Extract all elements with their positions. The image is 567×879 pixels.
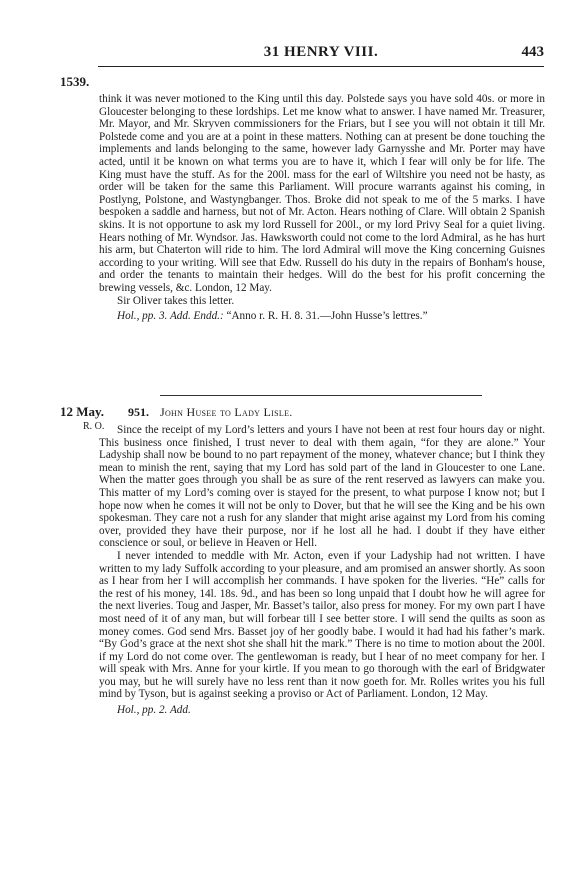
entry-note-text: Hol., pp. 2. Add. — [117, 704, 191, 717]
note-text: “Anno r. R. H. 8. 31.—John Husse’s lettres.” — [226, 310, 428, 323]
note-label: Hol., pp. 3. Add. Endd.: — [117, 310, 224, 323]
entry-number: 951. — [128, 405, 149, 419]
running-title: 31 HENRY VIII. — [263, 44, 379, 60]
previous-entry-note — [99, 310, 545, 323]
postscript: Sir Oliver takes this letter. — [117, 294, 235, 307]
entry-heading — [128, 405, 293, 420]
margin-year: 1539. — [60, 74, 90, 89]
entry-body — [99, 424, 545, 717]
previous-entry — [99, 93, 545, 323]
entry-separator — [160, 395, 482, 396]
paragraph-2: I never intended to meddle with Mr. Acton, even if your Ladyship had not written. I have written to my lady Suffolk according to your pleasure, and am promised an answer shortly. As soon as I hear from her I will accomplish her commands. I have spoken for the liveries. “He” calls for the rest of his money, 14l. 18s. 9d., and has been so long unpaid that I doubt how he will agree for the next liveries. Toug and Jasper, Mr. Basset’s tailor, also press for money. For my own part I have most need of it of any man, but will forbear till I see better store. I will send the quilts as soon as money comes. God send Mrs. Basset joy of her goodly babe. I would it had had his father’s mark. “By God’s grace at the next shot she shall hit the mark.” There is no time to motion about the 200l. if my Lord do not come over. The gentlewoman is ready, but I hear of no meet company for her. I will speak with Mrs. Anne for your kirtle. If you mean to go thorough with the earl of Bridgwater you may, but he will surely have no less rent than it now goeth for. Mr. Rolles writes you his full mind by Tyson, but is against seeking a proviso or Act of Parliament. London, 12 May. — [99, 549, 545, 701]
previous-entry-text: think it was never motioned to the King until this day. Polstede says you have sold 40s. or more in Gloucester belonging to these lordships. Let me know what to answer. I have named Mr. Treasurer, Mr. Mayor, and Mr. Skryven commissioners for the Friars, but I see you will not obtain it till Mr. Polstede come and you are at a point in these matters. Nothing can at present be done touching the implements and lands belonging to the same, however lady Garnysshe and Mr. Porter may have acted, until it be known on what terms you are to have it, which I fear will only be for life. The King must have the stuff. As for the 200l. mass for the earl of Wiltshire you need not be hasty, as order will be taken for the same this Parliament. Will procure warrants against his coming, in Postlyng, Polstone, and Wastyngbanger. Thos. Broke did not speak to me of the 5 marks. I have bespoken a saddle and harness, but not of Mr. Acton. Hears nothing of Clare. Will obtain 2 Spanish skins. It is not opportune to ask my lord Russell for 200l., or my lord Privy Seal for a quiet living. Hears nothing of Mr. Wyndsor. Jas. Hawksworth could not come to the lord Admiral, as he has hurt his arm, but Chaterton will ride to him. The lord Admiral will move the King concerning Guisnes according to your writing. Will see that Edw. Russell do his duty in the repairs of Bonham's house, and order the tenants to maintain their hedges. Will do the best for his profit concerning the brewing vessels, &c. London, 12 May. — [99, 93, 545, 294]
page-number: 443 — [521, 44, 544, 60]
entry-note — [99, 704, 545, 717]
header-rule — [98, 66, 544, 67]
running-header — [98, 44, 544, 64]
margin-date: 12 May. — [60, 404, 105, 419]
margin-ref: R. O. — [83, 421, 105, 432]
paragraph-1: Since the receipt of my Lord’s letters and yours I have not been at rest four hours day or night. This business once finished, I trust never to deal with them again, “for they are alone.” Your Ladyship shall now be bound to no part repayment of the money, whatever chance; but I think they mean to minish the rent, saying that my Lord has sold part of the land in Gloucester to one Lane. When the matter goes through you shall be as sure of the rent reserved as lawyers can make you. This matter of my Lord’s coming over is stayed for the present, to what purpose I know not; but I hope now when he comes it will not be only to Dover, but that he will see the King and be his own spokesman. They care not a rush for any slander that might arise against my Lord from his coming over, provided they have their purpose, nor if he lost all he had. I doubt if they have either conscience or soul, or believe in Heaven or Hell. — [99, 424, 545, 550]
entry-title: John Husee to Lady Lisle. — [160, 405, 293, 419]
